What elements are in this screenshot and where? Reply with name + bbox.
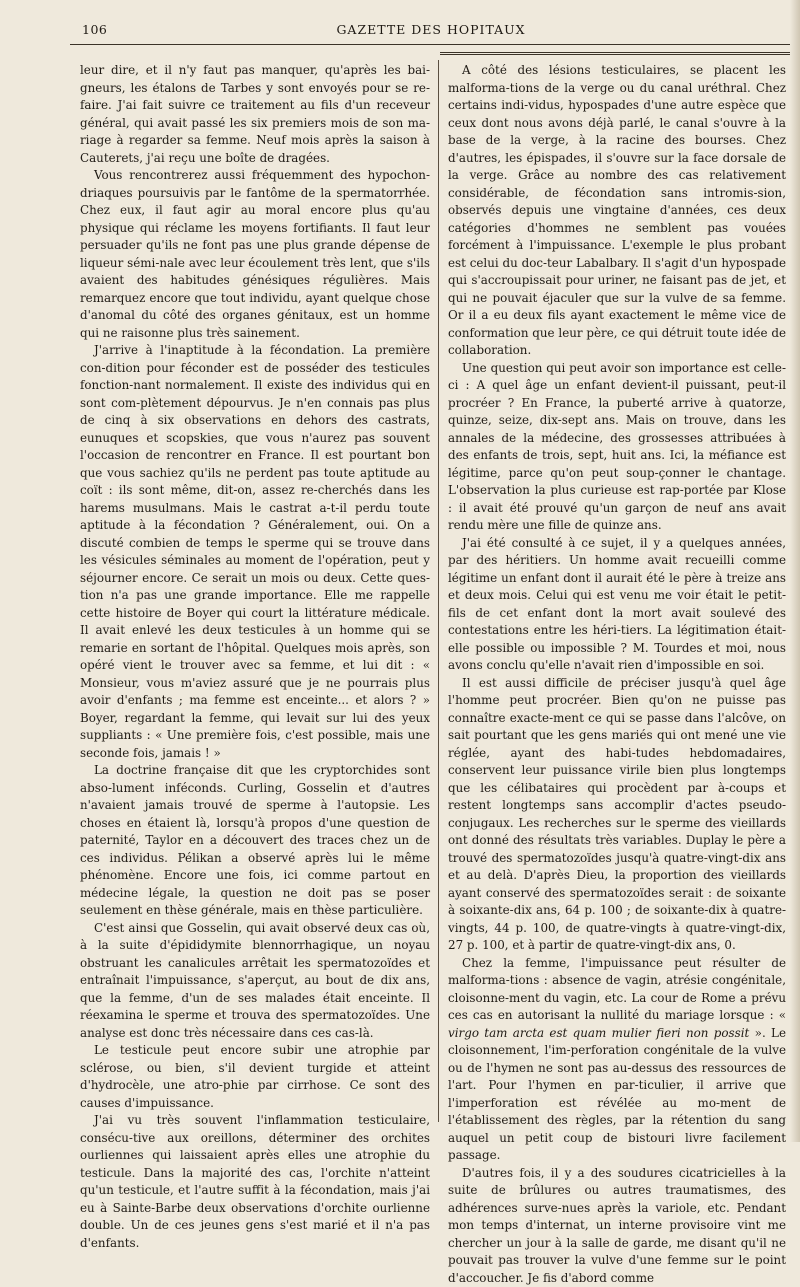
- paragraph: Une question qui peut avoir son importance est celle-ci : A quel âge un enfant devient-il puissant, peut-il procréer ? En France, la puberté arrive à quatorze, quinze, seize, dix-sept ans. Mais on trouve, dans les annales de la médecine, des grossesses attribuées à des enfants de trois, sept, huit ans. Ici, la méfiance est légitime, parce qu'on peut soup-çonner le chantage. L'observation la plus curieuse est rap-portée par Klose : il avait été prouvé qu'un garçon de neuf ans avait rendu mère une fille de quinze ans.: [448, 360, 786, 535]
- paragraph: Vous rencontrerez aussi fréquemment des hypochon-driaques poursuivis par le fantôme de la spermatorrhée. Chez eux, il faut agir au moral encore plus qu'au physique qui réclame les moyens fortifiants. Il faut leur persuader qu'ils ne font pas une plus grande dépense de liqueur sémi-nale avec leur écoulement très lent, que s'ils avaient des habitudes génésiques régulières. Mais remarquez encore que tout individu, ayant quelque chose d'anomal du côté des organes génitaux, est un homme qui ne raisonne plus très sainement.: [80, 167, 430, 342]
- left-column: [80, 62, 430, 1252]
- paragraph: La doctrine française dit que les cryptorchides sont abso-lument inféconds. Curling, Gosselin et d'autres n'avaient jamais trouvé de sperme à l'autopsie. Les choses en étaient là, lorsqu'à propos d'une question de paternité, Taylor en a découvert des traces chez un de ces individus. Pélikan a observé après lui le même phénomène. Encore une fois, ici comme partout en médecine légale, la question ne doit pas se poser seulement en thèse générale, mais en thèse particulière.: [80, 762, 430, 920]
- right-column: [448, 62, 786, 1287]
- paragraph-text: ». Le cloisonnement, l'im-perforation congénitale de la vulve ou de l'hymen ne sont pas au-dessus des ressources de l'art. Pour l'hymen en par-ticulier, il arrive que l'imperforation est révélée au mo-ment de l'établissement des règles, par la rétention du sang auquel un petit coup de bistouri livre facilement passage.: [448, 1026, 786, 1163]
- paragraph: J'ai été consulté à ce sujet, il y a quelques années, par des héritiers. Un homme avait recueilli comme légitime un enfant dont il aurait été le père à treize ans et deux mois. Celui qui est venu me voir était le petit-fils de cet enfant dont la mort avait soulevé des contestations entre les héri-tiers. La légitimation était-elle possible ou impossible ? M. Tourdes et moi, nous avons conclu qu'elle n'avait rien d'impossible en soi.: [448, 535, 786, 675]
- journal-title: GAZETTE DES HOPITAUX: [70, 22, 792, 37]
- paragraph: leur dire, et il n'y faut pas manquer, qu'après les bai-gneurs, les étalons de Tarbes y sont envoyés pour se re-faire. J'ai fait suivre ce traitement au fils d'un receveur général, qui avait passé les six premiers mois de son ma-riage à regarder sa femme. Neuf mois après la saison à Cauterets, j'ai reçu une boîte de dragées.: [80, 62, 430, 167]
- column-divider: [438, 60, 439, 1122]
- paragraph: J'arrive à l'inaptitude à la fécondation. La première con-dition pour féconder est de posséder des testicules fonction-nant normalement. Il existe des individus qui en sont com-plètement dépourvus. Je n'en connais pas plus de cinq à six observations en dehors des castrats, eunuques et scopskies, que vous n'aurez pas souvent l'occasion de rencontrer en France. Il est pourtant bon que vous sachiez qu'ils ne perdent pas toute aptitude au coït : ils sont même, dit-on, assez re-cherchés dans les harems musulmans. Mais le castrat a-t-il perdu toute aptitude à la fécondation ? Généralement, oui. On a discuté combien de temps le sperme qui se trouve dans les vésicules séminales au moment de l'opération, peut y séjourner encore. Ce serait un mois ou deux. Cette ques-tion n'a pas une grande importance. Elle me rappelle cette histoire de Boyer qui court la littérature médicale. Il avait enlevé les deux testicules à un homme qui se remarie en sortant de l'hôpital. Quelques mois après, son opéré vient le trouver avec sa femme, et lui dit : « Monsieur, vous m'aviez assuré que je ne pourrais plus avoir d'enfants ; ma femme est enceinte... et alors ? » Boyer, regardant la femme, qui levait sur lui des yeux suppliants : « Une première fois, c'est possible, mais une seconde fois, jamais ! »: [80, 342, 430, 762]
- latin-quote: virgo tam arcta est quam mulier fieri non possit: [448, 1026, 749, 1040]
- paragraph: C'est ainsi que Gosselin, qui avait observé deux cas où, à la suite d'épididymite blennorrhagique, un noyau obstruant les canalicules arrêtait les spermatozoïdes et entraînait l'impuissance, s'aperçut, au bout de dix ans, que la femme, d'un de ses malades était enceinte. Il réexamina le sperme et trouva des spermatozoïdes. Une analyse est donc très nécessaire dans ces cas-là.: [80, 920, 430, 1043]
- header-rule: [70, 44, 792, 45]
- paragraph: Il est aussi difficile de préciser jusqu'à quel âge l'homme peut procréer. Bien qu'on ne puisse pas connaître exacte-ment ce qui se passe dans l'alcôve, on sait pourtant que les gens mariés qui ont mené une vie réglée, ayant des habi-tudes hebdomadaires, conservent leur puissance virile bien plus longtemps que les célibataires qui procèdent par à-coups et restent longtemps sans accomplir d'actes pseudo-conjugaux. Les recherches sur le sperme des vieillards ont donné des résultats très variables. Duplay le père a trouvé des spermatozoïdes jusqu'à quatre-vingt-dix ans et au delà. D'après Dieu, la proportion des vieillards ayant conservé des spermatozoïdes serait : de soixante à soixante-dix ans, 64 p. 100 ; de soixante-dix à quatre-vingts, 44 p. 100, de quatre-vingts à quatre-vingt-dix, 27 p. 100, et à partir de quatre-vingt-dix ans, 0.: [448, 675, 786, 955]
- paragraph: [448, 955, 786, 1165]
- paragraph: J'ai vu très souvent l'inflammation testiculaire, consécu-tive aux oreillons, déterminer des orchites ourliennes qui laissaient après elles une atrophie du testicule. Dans la majorité des cas, l'orchite n'atteint qu'un testicule, et l'autre suffit à la fécondation, mais j'ai eu à Sainte-Barbe deux observations d'orchite ourlienne double. Un de ces jeunes gens s'est marié et il n'a pas d'enfants.: [80, 1112, 430, 1252]
- column-top-rule: [440, 52, 792, 55]
- page-header: [70, 16, 792, 42]
- paragraph: D'autres fois, il y a des soudures cicatricielles à la suite de brûlures ou autres traumatismes, des adhérences surve-nues après la variole, etc. Pendant mon temps d'internat, un interne provisoire vint me chercher un jour à la salle de garde, me disant qu'il ne pouvait pas trouver la vulve d'une femme sur le point d'accoucher. Je fis d'abord comme: [448, 1165, 786, 1287]
- paragraph: Le testicule peut encore subir une atrophie par sclérose, ou bien, s'il devient turgide et atteint d'hydrocèle, une atro-phie par cirrhose. Ce sont des causes d'impuissance.: [80, 1042, 430, 1112]
- page-edge: [790, 0, 800, 1142]
- paragraph: A côté des lésions testiculaires, se placent les malforma-tions de la verge ou du canal uréthral. Chez certains indi-vidus, hypospades d'une autre espèce que ceux dont nous avons déjà parlé, le canal s'ouvre à la base de la verge, à la racine des bourses. Chez d'autres, les épispades, il s'ouvre sur la face dorsale de la verge. Grâce au nombre des cas relativement considérable, de fécondation sans intromis-sion, observés depuis une vingtaine d'années, ces deux catégories d'hommes ne semblent pas vouées forcément à l'impuissance. L'exemple le plus probant est celui du doc-teur Labalbary. Il s'agit d'un hypospade qui s'accroupissait pour uriner, ne faisant pas de jet, et qui ne pouvait éjaculer que sur la vulve de sa femme. Or il a eu deux fils ayant exactement le même vice de conformation que leur père, ce qui détruit toute idée de collaboration.: [448, 62, 786, 360]
- paragraph-text: Chez la femme, l'impuissance peut résulter de malforma-tions : absence de vagin, atrésie congénitale, cloisonne-ment du vagin, etc. La cour de Rome a prévu ces cas en autorisant la nullité du mariage lorsque : «: [448, 956, 786, 1023]
- page-number: 106: [82, 22, 107, 37]
